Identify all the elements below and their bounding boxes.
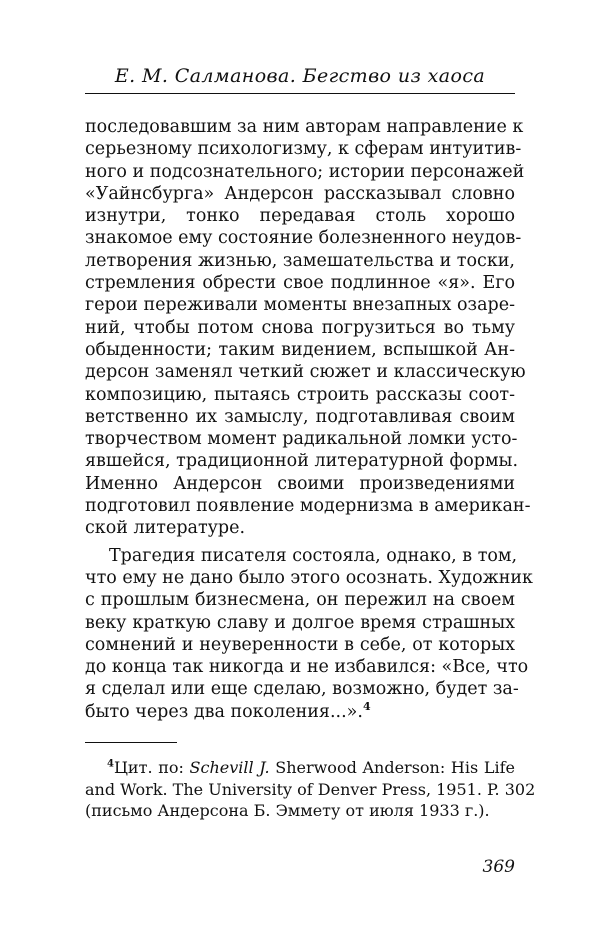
page-number: 369 bbox=[482, 857, 515, 877]
footnote-rule bbox=[85, 742, 177, 743]
text-line: до конца так никогда и не избавился: «Все, что bbox=[85, 657, 529, 678]
text-line: обыденности; таким видением, вспышкой Ан- bbox=[85, 339, 515, 360]
footnote-author: Schevill J. bbox=[189, 758, 270, 777]
text-line: Именно Андерсон своими произведениями bbox=[85, 473, 515, 494]
text-line: стремления обрести свое подлинное «я». Его bbox=[85, 273, 515, 294]
text-line: творчеством момент радикальной ломки усто- bbox=[85, 429, 518, 450]
footnote-line: and Work. The University of Denver Press, 1951. P. 302 bbox=[85, 779, 536, 799]
text-line: Трагедия писателя состояла, однако, в том, bbox=[109, 545, 518, 566]
text-line: последовавшим за ним авторам направление к bbox=[85, 117, 524, 137]
text-line: «Уайнсбурга» Андерсон рассказывал словно bbox=[85, 183, 515, 204]
footnote-title: Sherwood Anderson: His Life bbox=[269, 758, 515, 777]
text-line-with-footnote bbox=[85, 701, 515, 723]
paragraph-1 bbox=[85, 116, 531, 540]
text-line: летворения жизнью, замешательства и тоски, bbox=[85, 250, 515, 271]
footnote-prefix: Цит. по: bbox=[113, 758, 190, 777]
footnote-line bbox=[85, 757, 515, 779]
text-line: изнутри, тонко передавая столь хорошо bbox=[85, 206, 515, 227]
footnote-line: (письмо Андерсона Б. Эммету от июля 1933 г.). bbox=[85, 801, 490, 820]
text-line: быто через два поколения...». bbox=[85, 701, 363, 722]
text-line: веку краткую славу и долгое время страшных bbox=[85, 612, 515, 633]
footnote-reference[interactable]: 4 bbox=[362, 699, 371, 713]
text-line: что ему не дано было этого осознать. Художник bbox=[85, 567, 533, 588]
text-line: явшейся, традиционной литературной формы. bbox=[85, 451, 519, 472]
text-line: подготовил появление модернизма в американ- bbox=[85, 496, 531, 517]
footnote bbox=[85, 757, 536, 822]
text-line: знакомое ему состояние болезненного неудов- bbox=[85, 228, 522, 249]
text-line: серьезному психологизму, к сферам интуитив- bbox=[85, 139, 522, 160]
paragraph-2 bbox=[85, 545, 533, 723]
text-line: ской литературе. bbox=[85, 518, 246, 539]
text-line: герои переживали моменты внезапных озаре- bbox=[85, 295, 515, 316]
text-line: я сделал или еще сделаю, возможно, будет за- bbox=[85, 679, 519, 700]
text-line: дерсон заменял четкий сюжет и классическую bbox=[85, 362, 526, 383]
text-line: ний, чтобы потом снова погрузиться во тьму bbox=[85, 317, 515, 338]
text-line: ветственно их замыслу, подготавливая своим bbox=[85, 406, 515, 427]
text-line: с прошлым бизнесмена, он пережил на своем bbox=[85, 590, 515, 611]
header-rule bbox=[85, 93, 515, 94]
main-text bbox=[85, 116, 533, 723]
text-line: ного и подсознательного; истории персонажей bbox=[85, 161, 525, 182]
running-title: Е. М. Салманова. Бегство из хаоса bbox=[114, 65, 486, 87]
footnote-number: 4 bbox=[107, 758, 114, 770]
text-line: сомнений и неуверенности в себе, от которых bbox=[85, 634, 515, 655]
text-line: композицию, пытаясь строить рассказы соот- bbox=[85, 384, 515, 405]
